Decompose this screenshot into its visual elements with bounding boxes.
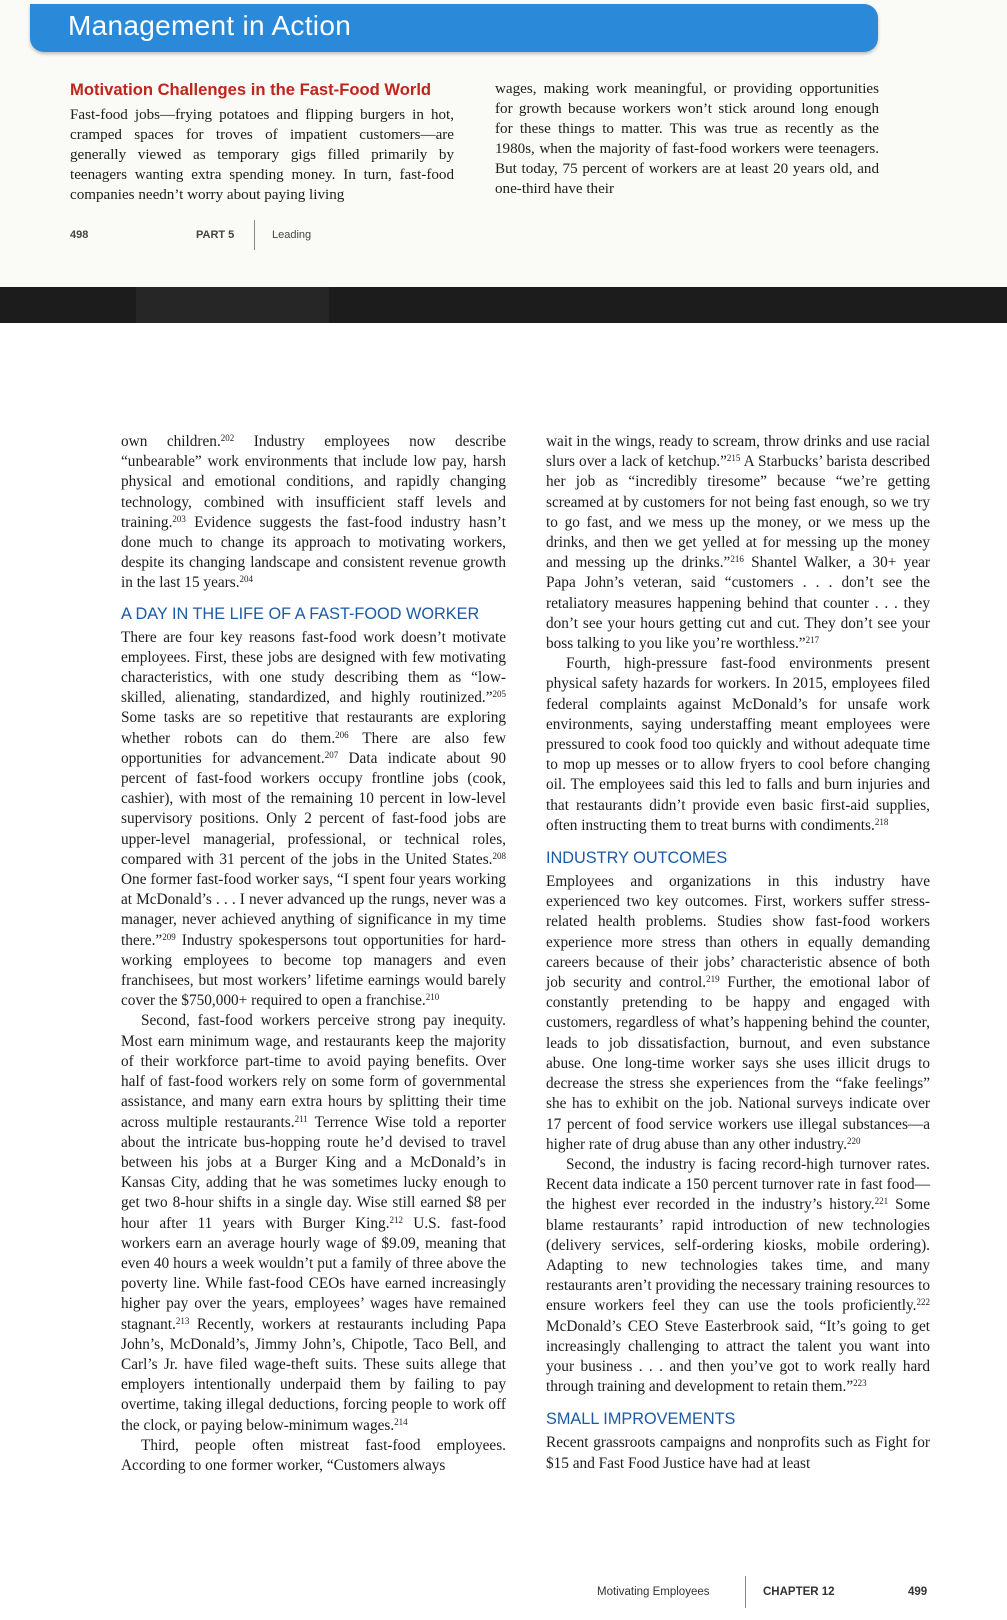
- box-right-text: wages, making work meaningful, or providing opportunities for growth because workers won’t stick around long enough for these things to matter. This was true as recently as the 1980s, when the majority of fast-food workers were teenagers. But today, 75 percent of workers are at least 20 years old, and one-third have their: [495, 81, 879, 197]
- feature-title: Management in Action: [68, 10, 352, 41]
- chapter-section-label: Motivating Employees: [597, 1586, 710, 1598]
- section-heading: INDUSTRY OUTCOMES: [546, 849, 728, 868]
- section-heading: SMALL IMPROVEMENTS: [546, 1410, 736, 1429]
- box-left-text: Fast-food jobs—frying potatoes and flipping burgers in hot, cramped spaces for troves of impatient customers—are generally viewed as temporary gigs filled primarily by teenagers wanting extra spending money. In turn, fast-food companies needn’t worry about paying living: [70, 107, 454, 203]
- folio-divider: [254, 220, 255, 250]
- page-number-right: 499: [908, 1586, 928, 1598]
- paragraph: Second, the industry is facing record-high turnover rates. Recent data indicate a 150 percent turnover rate in fast food—the highest ever recorded in the industry’s history.$^{221}$ Some blame restaurants’ rapid introduction of new technologies (delivery services, self-ordering kiosks, mobile ordering). Adapting to new technologies takes time, and many restaurants aren’t providing the necessary training resources to ensure workers feel they can use the tools proficiently.$^{222}$ McDonald’s CEO Steve Easterbrook said, “It’s going to get increasingly challenging to attract the talent you want into your business . . . and then you’ve got to work really hard through training and development to retain them.”$^{223}$: [546, 1155, 930, 1396]
- paragraph: wait in the wings, ready to scream, throw drinks and use racial slurs over a lack of ketchup.”$^{215}$ A Starbucks’ barista described her job as “incredibly tiresome” because “we’re getting screamed at by customers for not being fast enough, so we try to go fast, and we mess up the money, or we mess up the drinks, and then we get yelled at for messing up the money and messing up the drinks.”$^{216}$ Shantel Walker, a 30+ year Papa John’s veteran, said “customers . . . don’t see the retaliatory measures happening behind that counter . . . they don’t see your hours getting cut and cut. They don’t see your boss talking to you like you’re worthless.”$^{217}$: [546, 433, 931, 653]
- paragraph: Third, people often mistreat fast-food employees. According to one former worker, “Customers always: [121, 1436, 506, 1474]
- right-text-column: [546, 432, 930, 1474]
- feature-banner: [30, 4, 878, 52]
- previous-page-fragment: [0, 0, 1007, 287]
- paragraph: Employees and organizations in this industry have experienced two key outcomes. First, workers suffer stress-related health problems. Studies show fast-food workers experience more stress than others in equally demanding careers because of their jobs’ characteristic absence of both job security and control.$^{219}$ Further, the emotional labor of constantly pretending to be happy and engaged with customers, regardless of what’s happening behind the counter, leads to job dissatisfaction, burnout, and even substance abuse. One long-time worker says she uses illicit drugs to decrease the stress she experiences from the “fake feelings” she has to exhibit on the job. National surveys indicate over 17 percent of food service workers use illegal substances—a higher rate of drug abuse than any other industry.$^{220}$: [546, 873, 930, 1153]
- part-title: Leading: [272, 229, 312, 241]
- paragraph: Recent grassroots campaigns and nonprofits such as Fight for $15 and Fast Food Justice have had at least: [546, 1434, 930, 1472]
- paragraph: There are four key reasons fast-food work doesn’t motivate employees. First, these jobs are designed with few motivating characteristics, with one study describing them as “low-skilled, alienating, standardized, and highly routinized.”$^{205}$ Some tasks are so repetitive that restaurants are exploring whether robots can do them.$^{206}$ There are also few opportunities for advancement.$^{207}$ Data indicate about 90 percent of fast-food workers occupy frontline jobs (cook, cashier), with most of the remaining 10 percent in low-level supervisory positions. Only 2 percent of fast-food jobs are upper-level managerial, professional, or technical roles, compared with 31 percent of the jobs in the United States.$^{208}$ One former fast-food worker says, “I spent four years working at McDonald’s . . . I never advanced up the rungs, never was a manager, never achieved anything of significance in my time there.”$^{209}$ Industry spokespersons tout opportunities for hard-working employees to become top managers and even franchisees, but most workers’ lifetime earnings would barely cover the $750,000+ required to open a franchise.$^{210}$: [121, 628, 506, 1010]
- paragraph: Fourth, high-pressure fast-food environments present physical safety hazards for workers. In 2015, employees filed federal complaints against McDonald’s for unsafe work environments, saying understaffing meant employees were pressured to cook food too quickly and without adequate time to mop up messes or to allow fryers to cool before changing oil. The employees said this led to falls and burn injuries and that restaurants didn’t provide even basic first-aid supplies, often instructing them to treat burns with condiments.$^{218}$: [546, 655, 930, 834]
- box-right-column: [495, 79, 879, 199]
- box-left-column: [70, 79, 454, 205]
- section-heading: A DAY IN THE LIFE OF A FAST-FOOD WORKER: [121, 604, 480, 623]
- chapter-label: CHAPTER 12: [763, 1586, 835, 1598]
- paragraph: Second, fast-food workers perceive strong pay inequity. Most earn minimum wage, and restaurants keep the majority of their workforce part-time to avoid paying benefits. Over half of fast-food workers rely on some form of governmental assistance, and many earn extra hours by splitting their time across multiple restaurants.$^{211}$ Terrence Wise told a reporter about the intricate bus-hopping route he’d devised to travel between his jobs at a Burger King and a McDonald’s in Kansas City, adding that he was sometimes lucky enough to get two 8-hour shifts in a single day. Wise still earned $8 per hour after 11 years with Burger King.$^{212}$ U.S. fast-food workers earn an average hourly wage of $9.09, meaning that even 40 hours a week wouldn’t put a family of three above the poverty line. While fast-food CEOs have earned increasingly higher pay over the years, employees’ wages have remained stagnant.$^{213}$ Recently, workers at restaurants including Papa John’s, McDonald’s, Jimmy John’s, Chipotle, Taco Bell, and Carl’s Jr. have filed wage-theft suits. These suits allege that employers intentionally underpaid them by failing to pay overtime, taking illegal deductions, forcing people to work off the clock, or paying below-minimum wages.$^{214}$: [121, 1012, 506, 1434]
- page-number-left: 498: [70, 229, 89, 241]
- page-gap-bar: [0, 287, 1007, 323]
- part-label: PART 5: [196, 229, 235, 241]
- page-gap-shade: [136, 287, 329, 323]
- box-title: Motivation Challenges in the Fast-Food World: [70, 80, 432, 99]
- folio-divider: [745, 1576, 746, 1608]
- left-text-column: [121, 432, 506, 1476]
- paragraph: own children.$^{202}$ Industry employees now describe “unbearable” work environments that include low pay, harsh physical and emotional conditions, and rapidly changing technology, combined with insufficient staff levels and training.$^{203}$ Evidence suggests the fast-food industry hasn’t done much to change its approach to motivating workers, despite its changing landscape and consistent revenue growth in the last 15 years.$^{204}$: [121, 433, 506, 592]
